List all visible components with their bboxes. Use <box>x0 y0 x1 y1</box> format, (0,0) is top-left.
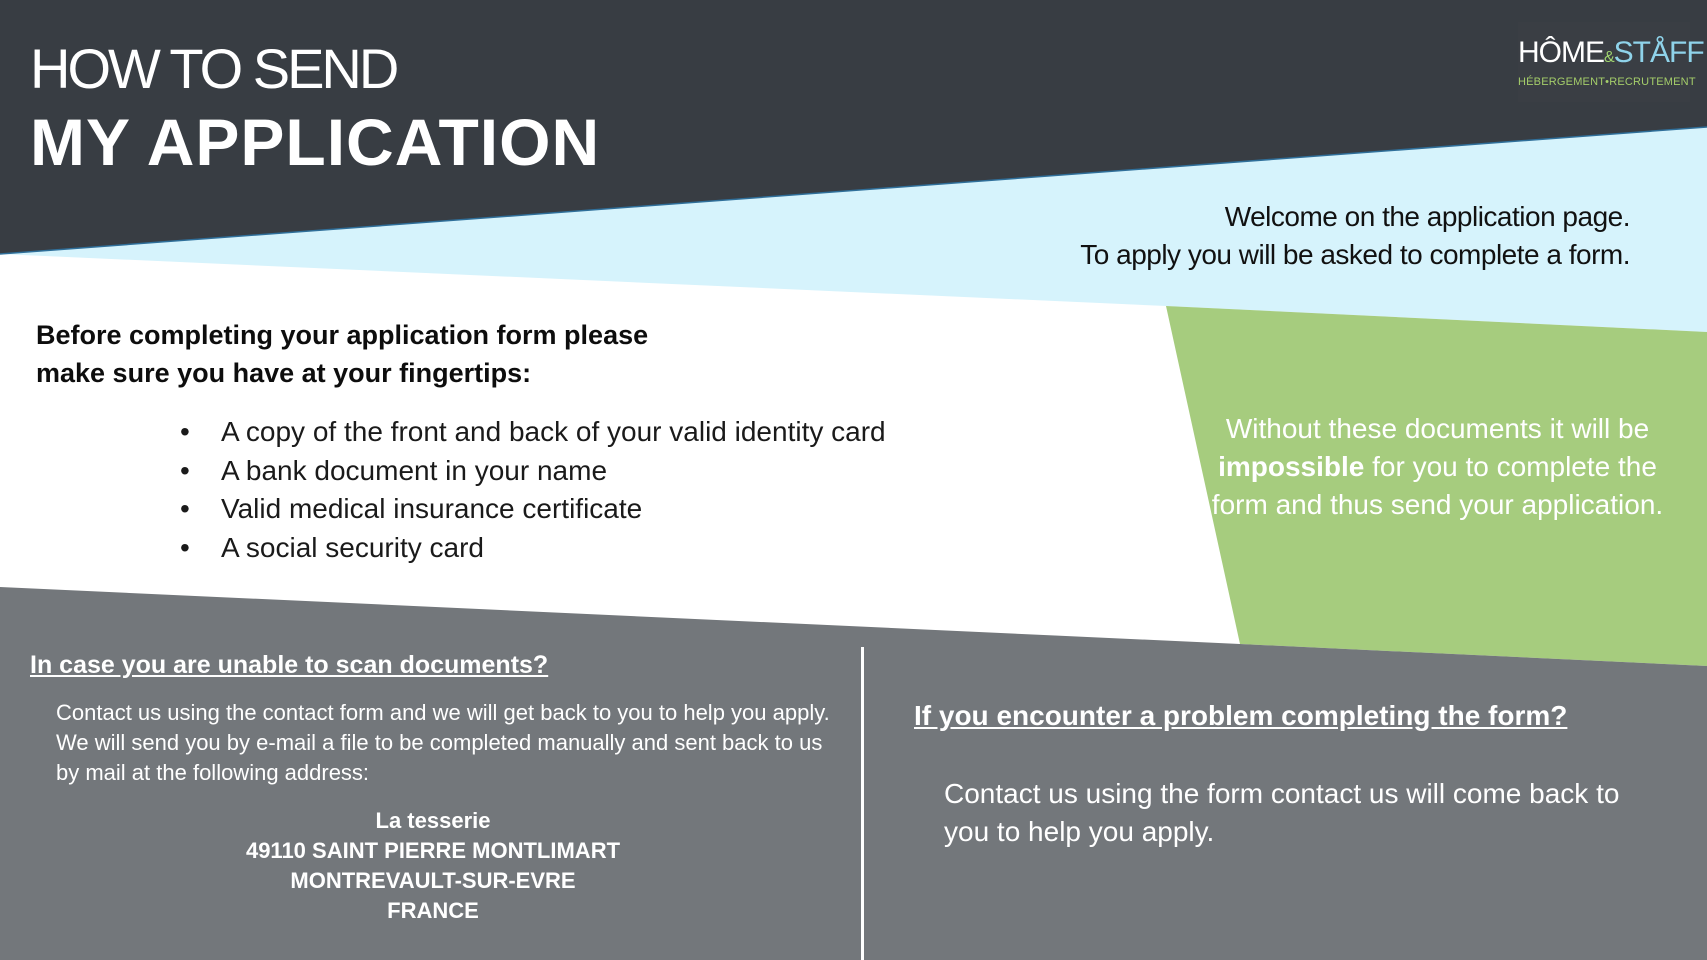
address-line: La tesserie <box>375 808 491 833</box>
scan-section-title: In case you are unable to scan documents? <box>30 651 549 679</box>
list-item: • Valid medical insurance certificate <box>180 490 886 529</box>
logo-text-staff: STÅFF <box>1613 36 1704 69</box>
welcome-line1: Welcome on the application page. <box>1224 201 1630 232</box>
welcome-message <box>1080 198 1630 274</box>
footer-divider <box>861 647 864 960</box>
logo-text-amp: & <box>1604 49 1614 66</box>
problem-section-body: Contact us using the form contact us will come back to you to help you apply. <box>944 778 1620 847</box>
list-item: • A copy of the front and back of your valid identity card <box>180 413 886 452</box>
warning-text-after: for you to complete the form and thus send your application. <box>1211 451 1664 520</box>
logo-text-home: HÔME <box>1518 36 1604 69</box>
requirements-heading-line1: Before completing your application form please <box>36 320 649 350</box>
requirements-heading <box>36 316 648 392</box>
address-line: MONTREVAULT-SUR-EVRE <box>290 868 576 893</box>
welcome-line2: To apply you will be asked to complete a form. <box>1080 239 1630 270</box>
address-line: 49110 SAINT PIERRE MONTLIMART <box>245 838 621 863</box>
logo-wordmark <box>1518 36 1704 70</box>
scan-section-body: Contact us using the contact form and we will get back to you to help you apply. We will send you by e-mail a file to be completed manually and sent back to us by mail at the following address: <box>56 700 830 785</box>
home-and-staff-logo <box>1518 22 1704 102</box>
page-title-line1: HOW TO SEND <box>30 37 397 100</box>
problem-section-title: If you encounter a problem completing the form? <box>914 700 1568 731</box>
address-line: FRANCE <box>387 898 479 923</box>
warning-emphasis: impossible <box>1218 451 1365 482</box>
warning-text-before: Without these documents it will be <box>1225 413 1650 444</box>
page-title-line2: MY APPLICATION <box>30 105 601 179</box>
required-documents-list <box>180 413 886 567</box>
documents-warning <box>1200 410 1675 524</box>
list-item: • A social security card <box>180 529 886 568</box>
logo-subtitle: HÉBERGEMENT•RECRUTEMENT <box>1518 76 1696 88</box>
requirements-heading-line2: make sure you have at your fingertips: <box>36 358 532 388</box>
list-item: • A bank document in your name <box>180 452 886 491</box>
postal-address <box>150 806 716 926</box>
